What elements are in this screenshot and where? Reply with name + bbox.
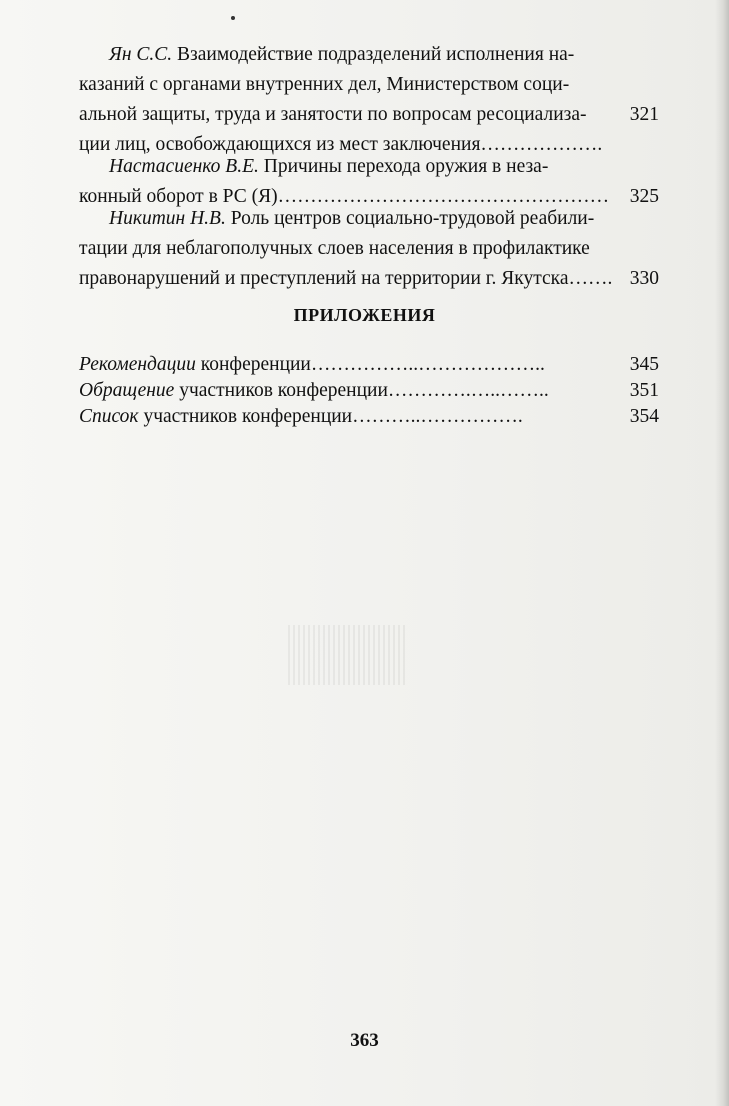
toc-text: Взаимодействие подразделений исполнения на- — [177, 44, 575, 65]
toc-author: Ян С.С. — [109, 44, 173, 65]
toc-entry — [79, 152, 659, 212]
toc-page-number: 325 — [629, 186, 659, 207]
print-speck — [231, 16, 235, 20]
appendix-item-italic: Рекомендации — [79, 354, 196, 375]
toc-page-number: 345 — [629, 354, 659, 375]
toc-author: Никитин Н.В. — [109, 208, 226, 229]
toc-text: конный оборот в РС (Я)…………………………………………… — [79, 186, 610, 207]
toc-text: ции лиц, освобождающихся из мест заключения………………. — [79, 134, 603, 155]
barcode-bleed-through — [288, 625, 408, 685]
appendix-item-text: участников конференции………..……………. — [143, 406, 523, 427]
appendix-item-text: участников конференции………….…..…….. — [179, 380, 549, 401]
page-edge-shadow — [715, 0, 729, 1106]
appendix-item-italic: Обращение — [79, 380, 175, 401]
toc-text: Причины перехода оружия в неза- — [263, 156, 549, 177]
toc-author: Настасиенко В.Е. — [109, 156, 259, 177]
appendix-item-italic: Список — [79, 406, 139, 427]
appendix-item — [79, 404, 659, 430]
appendix-item — [79, 378, 659, 404]
section-title: ПРИЛОЖЕНИЯ — [293, 305, 436, 325]
toc-entry — [79, 40, 659, 160]
toc-entry — [79, 204, 659, 294]
toc-text: альной защиты, труда и занятости по вопросам ресоциализа- — [79, 104, 587, 125]
toc-text: Роль центров социально-трудовой реабили- — [230, 208, 595, 229]
toc-text: правонарушений и преступлений на территории г. Якутска……. — [79, 268, 613, 289]
toc-page-number: 330 — [629, 268, 659, 289]
toc-text: казаний с органами внутренних дел, Министерством соци- — [79, 74, 570, 95]
page-number: 363 — [350, 1030, 379, 1051]
toc-page-number: 354 — [629, 406, 659, 427]
toc-text: тации для неблагополучных слоев населения в профилактике — [79, 238, 590, 259]
toc-page-number: 351 — [629, 380, 659, 401]
toc-page-number: 321 — [629, 104, 659, 125]
appendix-item — [79, 352, 659, 378]
appendix-item-text: конференции……………..……………….. — [200, 354, 545, 375]
appendix-list — [79, 352, 659, 430]
